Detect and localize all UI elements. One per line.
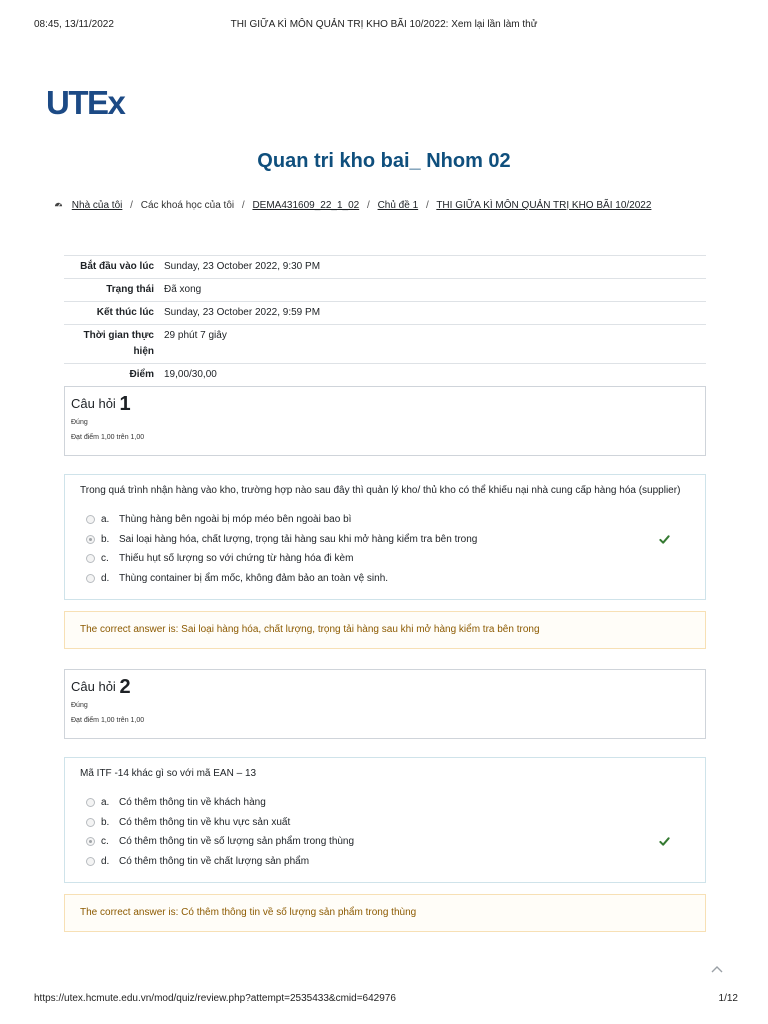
question-title-prefix: Câu hỏi	[71, 396, 116, 411]
question-state: Đúng	[71, 702, 88, 709]
answer-radio[interactable]	[86, 818, 95, 827]
course-title: Quan tri kho bai_ Nhom 02	[257, 150, 511, 172]
print-datetime: 08:45, 13/11/2022	[34, 19, 114, 30]
summary-row-time-taken	[64, 325, 706, 364]
summary-label-line: Thời gian thực	[83, 330, 154, 341]
dashboard-icon	[54, 200, 63, 209]
question-number: 1	[119, 393, 131, 415]
breadcrumb-separator: /	[425, 200, 429, 211]
answer-option-a[interactable]	[80, 510, 690, 530]
question-title	[71, 395, 699, 413]
answer-option-d[interactable]	[80, 852, 690, 872]
summary-value: Đã xong	[164, 284, 202, 295]
summary-value: 19,00/30,00	[164, 369, 217, 380]
question-text: Mã ITF -14 khác gì so với mã EAN – 13	[80, 768, 257, 779]
question-info-1	[64, 386, 706, 456]
correct-check-icon	[659, 836, 670, 847]
chevron-up-icon[interactable]	[710, 964, 724, 974]
question-feedback-2: The correct answer is: Có thêm thông tin về số lượng sản phẩm trong thùng	[64, 894, 706, 932]
answer-letter: b.	[101, 533, 110, 545]
answer-letter: d.	[101, 855, 110, 867]
answer-option-a[interactable]	[80, 793, 690, 813]
answer-radio-selected[interactable]	[86, 837, 95, 846]
summary-row-state	[64, 279, 706, 302]
summary-row-started	[64, 256, 706, 279]
answer-text: Sai loại hàng hóa, chất lượng, trọng tải hàng sau khi mở hàng kiểm tra bên trong	[119, 533, 478, 545]
breadcrumb-topic[interactable]: Chủ đề 1	[377, 200, 419, 211]
summary-value: Sunday, 23 October 2022, 9:59 PM	[164, 307, 321, 318]
answer-text: Thùng container bị ẩm mốc, không đảm bảo an toàn vệ sinh.	[119, 572, 389, 584]
answer-option-b[interactable]	[80, 813, 690, 833]
answer-letter: c.	[101, 836, 109, 848]
summary-label	[64, 325, 160, 364]
summary-row-marks	[64, 364, 706, 387]
summary-value: Sunday, 23 October 2022, 9:30 PM	[164, 261, 321, 272]
print-doc-title: THI GIỮA KÌ MÔN QUẢN TRỊ KHO BÃI 10/2022: Xem lại lần làm thử	[230, 19, 538, 30]
answer-option-d[interactable]	[80, 569, 690, 589]
breadcrumb	[54, 200, 651, 211]
summary-label: Trạng thái	[106, 284, 154, 295]
answer-letter: b.	[101, 816, 110, 828]
summary-label: Bắt đầu vào lúc	[80, 261, 154, 272]
question-state: Đúng	[71, 419, 88, 426]
breadcrumb-separator: /	[367, 200, 370, 211]
question-mark: Đạt điểm 1,00 trên 1,00	[71, 717, 145, 724]
answer-letter: c.	[101, 553, 109, 565]
breadcrumb-quiz[interactable]: THI GIỮA KÌ MÔN QUẢN TRỊ KHO BÃI 10/2022	[436, 200, 652, 211]
utex-logo[interactable]	[46, 86, 124, 119]
summary-label: Điểm	[129, 369, 154, 380]
breadcrumb-my-courses: Các khoá học của tôi	[140, 200, 235, 211]
answer-text: Thùng hàng bên ngoài bị móp méo bên ngoài bao bì	[119, 514, 352, 526]
breadcrumb-home[interactable]: Nhà của tôi	[71, 200, 123, 211]
answer-radio[interactable]	[86, 857, 95, 866]
answer-letter: d.	[101, 572, 110, 584]
answer-option-c[interactable]	[80, 549, 690, 569]
print-url: https://utex.hcmute.edu.vn/mod/quiz/review.php?attempt=2535433&cmid=642976	[34, 993, 396, 1004]
correct-check-icon	[659, 534, 670, 545]
question-content-2	[64, 757, 706, 883]
question-mark: Đạt điểm 1,00 trên 1,00	[71, 434, 145, 441]
print-page-number: 1/12	[718, 993, 738, 1004]
logo-text: UTEx	[46, 84, 125, 121]
answer-text: Có thêm thông tin về khách hàng	[119, 797, 266, 809]
answer-letter: a.	[101, 514, 110, 526]
summary-value: 29 phút 7 giây	[164, 330, 227, 341]
summary-label-line: hiện	[133, 346, 154, 357]
answer-text: Có thêm thông tin về khu vực sản xuất	[119, 816, 291, 828]
question-feedback-1: The correct answer is: Sai loại hàng hóa, chất lượng, trọng tải hàng sau khi mở hàng kiểm tra bên trong	[64, 611, 706, 649]
summary-row-completed	[64, 302, 706, 325]
breadcrumb-separator: /	[130, 200, 133, 211]
answer-letter: a.	[101, 797, 110, 809]
answer-radio-selected[interactable]	[86, 535, 95, 544]
breadcrumb-separator: /	[241, 200, 245, 211]
question-content-1	[64, 474, 706, 600]
question-text: Trong quá trình nhận hàng vào kho, trường hợp nào sau đây thì quản lý kho/ thủ kho có thể khiếu nại nhà cung cấp hàng hóa (supplier)	[80, 485, 681, 496]
answer-radio[interactable]	[86, 574, 95, 583]
answer-option-b[interactable]	[80, 530, 690, 550]
question-title-prefix: Câu hỏi	[71, 679, 116, 694]
answer-text: Có thêm thông tin về chất lượng sản phẩm	[119, 855, 310, 867]
answer-text: Có thêm thông tin về số lượng sản phẩm trong thùng	[119, 836, 355, 848]
breadcrumb-course[interactable]: DEMA431609_22_1_02	[252, 200, 360, 211]
answer-radio[interactable]	[86, 798, 95, 807]
question-number: 2	[119, 676, 131, 698]
answer-text: Thiếu hụt số lượng so với chứng từ hàng hóa đi kèm	[119, 553, 354, 565]
answer-radio[interactable]	[86, 554, 95, 563]
question-info-2	[64, 669, 706, 739]
answer-option-c[interactable]	[80, 832, 690, 852]
question-title	[71, 678, 699, 696]
summary-label: Kết thúc lúc	[96, 307, 154, 318]
answer-radio[interactable]	[86, 515, 95, 524]
